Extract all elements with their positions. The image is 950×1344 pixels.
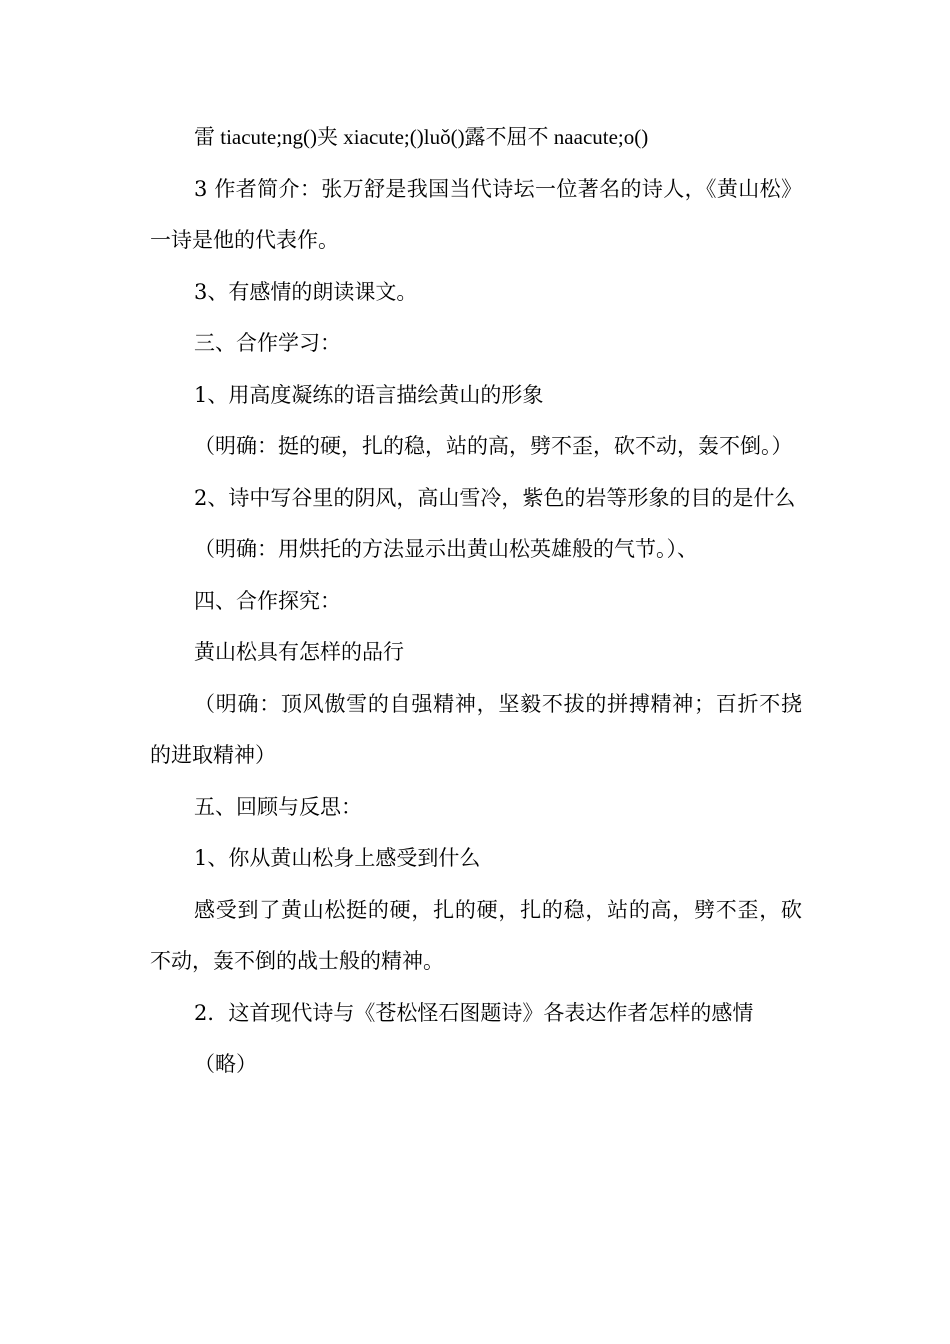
paragraph-answer-2: （明确：用烘托的方法显示出黄山松英雄般的气节。）、 — [194, 537, 698, 561]
paragraph-pinyin-exercise: 雷 tiacute;ng()夹 xiacute;()luǒ()露不屈不 naacute;o() — [194, 125, 649, 149]
paragraph-question-2: 2、诗中写谷里的阴风，高山雪冷，紫色的岩等形象的目的是什么 — [194, 485, 796, 510]
paragraph-review-question-2: 2．这首现代诗与《苍松怪石图题诗》各表达作者怎样的感情 — [194, 1000, 754, 1025]
paragraph-read-aloud: 3、有感情的朗读课文。 — [194, 279, 418, 304]
section-heading-cooperative-inquiry: 四、合作探究： — [194, 588, 341, 613]
paragraph-review-answer-1: 感受到了黄山松挺的硬，扎的硬，扎的稳，站的高，劈不歪，砍不动，轰不倒的战士般的精神。 — [150, 897, 802, 973]
paragraph-author-intro: 3 作者简介：张万舒是我国当代诗坛一位著名的诗人，《黄山松》一诗是他的代表作。 — [150, 176, 802, 252]
paragraph-inquiry-question: 黄山松具有怎样的品行 — [194, 640, 404, 664]
paragraph-review-answer-2: （略） — [194, 1052, 257, 1076]
paragraph-question-1: 1、用高度凝练的语言描绘黄山的形象 — [194, 382, 544, 407]
paragraph-review-question-1: 1、你从黄山松身上感受到什么 — [194, 846, 481, 870]
document-body — [150, 112, 802, 1091]
paragraph-inquiry-answer: （明确：顶风傲雪的自强精神，坚毅不拔的拼搏精神；百折不挠的进取精神） — [150, 691, 802, 767]
section-heading-review: 五、回顾与反思： — [194, 794, 362, 819]
paragraph-answer-1: （明确：挺的硬，扎的稳，站的高，劈不歪，砍不动，轰不倒。） — [194, 434, 793, 458]
section-heading-cooperative-learning: 三、合作学习： — [194, 331, 341, 355]
